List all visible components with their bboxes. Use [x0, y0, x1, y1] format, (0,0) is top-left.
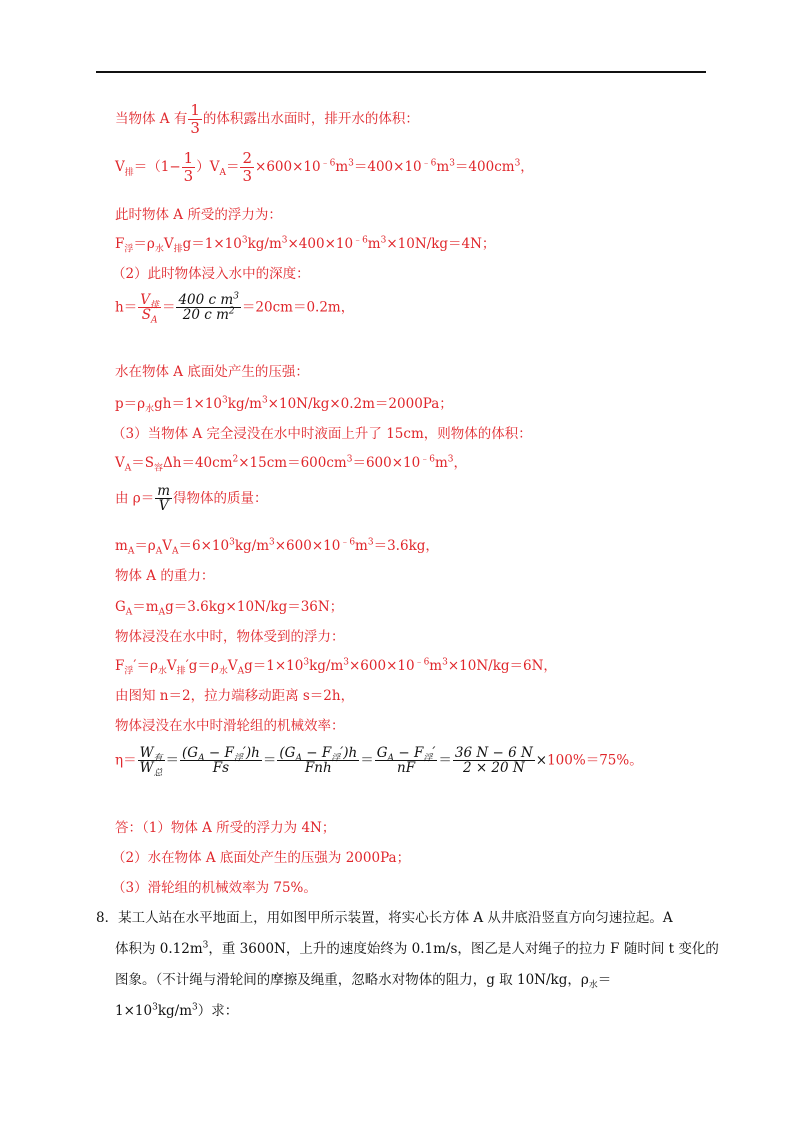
fraction: $\frac{400 c m^3}{20 c m^2}$	[178, 291, 239, 324]
solution-line-10: $V_A=S_容\Delta h=40cm^2\times 15cm=600cm^3=600\times 10^{﹣6}m^3$，	[115, 454, 467, 474]
fraction: $\frac{1}{3}$	[183, 149, 194, 185]
solution-line-9: （3）当物体 A 完全浸没在水中时液面上升了 15cm，则物体的体积：	[112, 426, 532, 442]
solution-line-19: η＝ $\frac{W_有}{W_总}$ ＝ $\frac{(G_A - F_浮')ℎ}{Fs}$ ＝ $\frac{(G_A - F_浮')ℎ}{\text{Fnℎ}}$ ＝ $\frac{G_A - F_浮'}{nF}$ ＝ $\frac{36 N - 6 N}{2 \times 20 N}$ ×100%＝75%。	[115, 745, 643, 779]
solution-line-3: 此时物体 A 所受的浮力为：	[115, 207, 282, 223]
solution-line-5: （2）此时物体浸入水中的深度：	[112, 266, 310, 282]
fraction: $\frac{36 N - 6 N}{2 \times 20 N}$	[454, 745, 533, 777]
solution-line-18: 物体浸没在水中时滑轮组的机械效率：	[115, 718, 345, 734]
solution-line-17: 由图知 n＝2，拉力端移动距离 s＝2h，	[115, 688, 355, 704]
solution-line-15: 物体浸没在水中时，物体受到的浮力：	[115, 629, 345, 645]
question-8-line-1: 8．某工人站在水平地面上，用如图甲所示装置，将实心长方体 A 从井底沿竖直方向匀速拉起。A	[96, 910, 673, 926]
fraction: $\frac{(G_A - F_浮')ℎ}{Fs}$	[182, 745, 260, 777]
fraction: $\frac{W_有}{W_总}$	[139, 745, 163, 779]
fraction: $\frac{V_排}{S_A}$	[140, 292, 159, 326]
header-rule	[96, 71, 706, 73]
fraction: $\frac{G_A - F_浮'}{nF}$	[376, 745, 436, 777]
question-8-line-2: 体积为 $0.12m^3$，重 3600N，上升的速度始终为 0.1m/s，图乙是人对绳子的拉力 F 随时间 t 变化的	[115, 940, 719, 957]
answer-line-3: （3）滑轮组的机械效率为 75%。	[112, 880, 317, 896]
solution-line-12: $m_A=\rho_AV_A=6\times 10^3kg/m^3\times 600\times 10^{﹣6}m^3=3.6kg$，	[115, 537, 439, 557]
solution-line-13: 物体 A 的重力：	[115, 568, 215, 584]
question-8-line-4: $1\times 10^3kg/m^3$）求：	[115, 1002, 239, 1019]
solution-line-1	[115, 103, 419, 136]
solution-line-7: 水在物体 A 底面处产生的压强：	[115, 364, 309, 380]
solution-line-2: $V_排=(1-$ $\frac{1}{3}$ ）$V_A=$ $\frac{2}{3}$ $\times 600\times 10^{﹣6}m^3=400\times 10^{﹣6}m^3=400cm^3$，	[115, 149, 534, 185]
solution-line-16: $F_浮'=\rho_水V_排'g=\rho_水V_Ag=1\times 10^3kg/m^3\times 600\times 10^{﹣6}m^3\times 10N/kg=6N$，	[115, 657, 557, 677]
fraction: $\frac{m}{V}$	[157, 483, 171, 515]
solution-line-14: $G_A=m_Ag=3.6kg\times 10N/kg=36N$；	[115, 599, 344, 618]
solution-line-8: $p=\rho_水gh=1\times 10^3kg/m^3\times 10N/kg\times 0.2m=2000Pa$；	[115, 395, 453, 415]
solution-line-11: 由 ρ＝ $\frac{m}{V}$ 得物体的质量：	[115, 483, 268, 515]
fraction: $\frac{2}{3}$	[242, 149, 253, 185]
fraction: $\frac{(G_A - F_浮')ℎ}{\text{Fnℎ}}$	[279, 745, 358, 777]
text: 当物体 A 有	[115, 111, 188, 128]
fraction: $\frac{1}{3}$	[190, 101, 200, 137]
solution-line-6: h＝ $\frac{V_排}{S_A}$ ＝ $\frac{400 c m^3}{20 c m^2}$ ＝20cm＝0.2m，	[115, 291, 355, 326]
text: 的体积露出水面时，排开水的体积：	[202, 111, 419, 128]
question-8-line-3: 图象。（不计绳与滑轮间的摩擦及绳重，忽略水对物体的阻力，g 取 10N/kg，$\rho_水=$	[115, 972, 612, 991]
answer-line-2: （2）水在物体 A 底面处产生的压强为 2000Pa；	[112, 850, 411, 866]
answer-line-1: 答：（1）物体 A 所受的浮力为 4N；	[115, 820, 336, 836]
solution-line-4: $F_浮=\rho_水V_排g=1\times 10^3kg/m^3\times 400\times 10^{﹣6}m^3\times 10N/kg=4N$；	[115, 235, 496, 255]
